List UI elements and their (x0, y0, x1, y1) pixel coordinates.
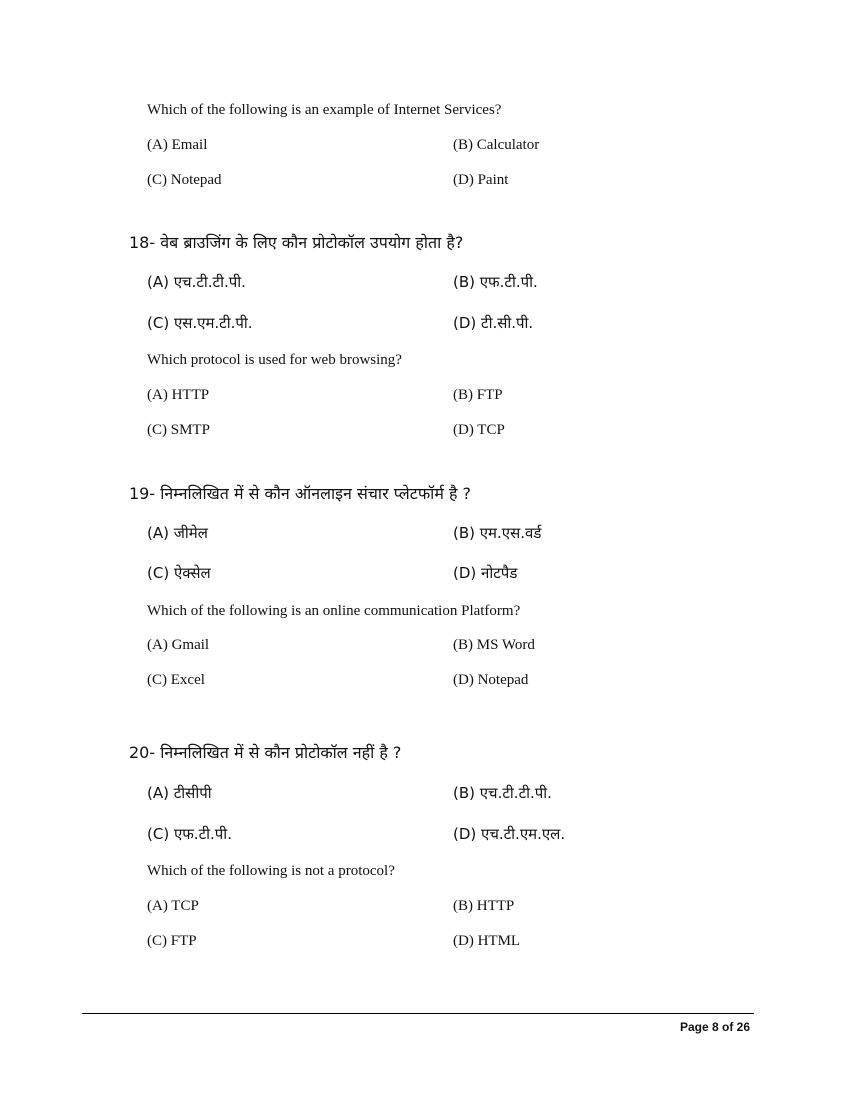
q19-en-option-c: (C) Excel (147, 672, 205, 688)
q18-hi-option-c: (C) एस.एम.टी.पी. (147, 314, 253, 332)
q20-hindi-question: 20- निम्नलिखित में से कौन प्रोटोकॉल नहीं है ? (129, 743, 402, 762)
footer-divider (82, 1013, 754, 1014)
q17-en-option-b: (B) Calculator (453, 137, 540, 153)
q20-hi-option-c: (C) एफ.टी.पी. (147, 825, 232, 843)
q20-hi-option-d: (D) एच.टी.एम.एल. (453, 825, 566, 843)
q17-en-option-d: (D) Paint (453, 172, 509, 188)
q19-hi-option-d: (D) नोटपैड (453, 564, 518, 582)
q17-en-option-c: (C) Notepad (147, 172, 222, 188)
q19-en-option-d: (D) Notepad (453, 672, 529, 688)
q19-hi-option-a: (A) जीमेल (147, 524, 208, 542)
q17-english-question: Which of the following is an example of Internet Services? (147, 102, 502, 118)
page-number: Page 8 of 26 (679, 1020, 750, 1034)
q18-english-question: Which protocol is used for web browsing? (147, 352, 402, 368)
q18-en-option-d: (D) TCP (453, 422, 505, 438)
q20-en-option-b: (B) HTTP (453, 898, 515, 914)
q19-en-option-b: (B) MS Word (453, 637, 535, 653)
q20-hi-option-b: (B) एच.टी.टी.पी. (453, 784, 552, 802)
q18-hindi-question: 18- वेब ब्राउजिंग के लिए कौन प्रोटोकॉल उपयोग होता है? (129, 233, 464, 252)
q20-hi-option-a: (A) टीसीपी (147, 784, 212, 802)
q19-en-option-a: (A) Gmail (147, 637, 210, 653)
q19-hi-option-c: (C) ऐक्सेल (147, 564, 211, 582)
q18-hi-option-d: (D) टी.सी.पी. (453, 314, 534, 332)
q20-en-option-d: (D) HTML (453, 933, 521, 949)
q20-english-question: Which of the following is not a protocol? (147, 863, 395, 879)
q20-en-option-c: (C) FTP (147, 933, 197, 949)
q20-en-option-a: (A) TCP (147, 898, 199, 914)
q18-en-option-b: (B) FTP (453, 387, 503, 403)
q18-hi-option-a: (A) एच.टी.टी.पी. (147, 273, 246, 291)
q19-hi-option-b: (B) एम.एस.वर्ड (453, 524, 542, 542)
q18-hi-option-b: (B) एफ.टी.पी. (453, 273, 538, 291)
q18-en-option-c: (C) SMTP (147, 422, 210, 438)
q18-en-option-a: (A) HTTP (147, 387, 210, 403)
q17-en-option-a: (A) Email (147, 137, 208, 153)
q19-hindi-question: 19- निम्नलिखित में से कौन ऑनलाइन संचार प्लेटफॉर्म है ? (129, 484, 472, 503)
q19-english-question: Which of the following is an online communication Platform? (147, 603, 521, 619)
